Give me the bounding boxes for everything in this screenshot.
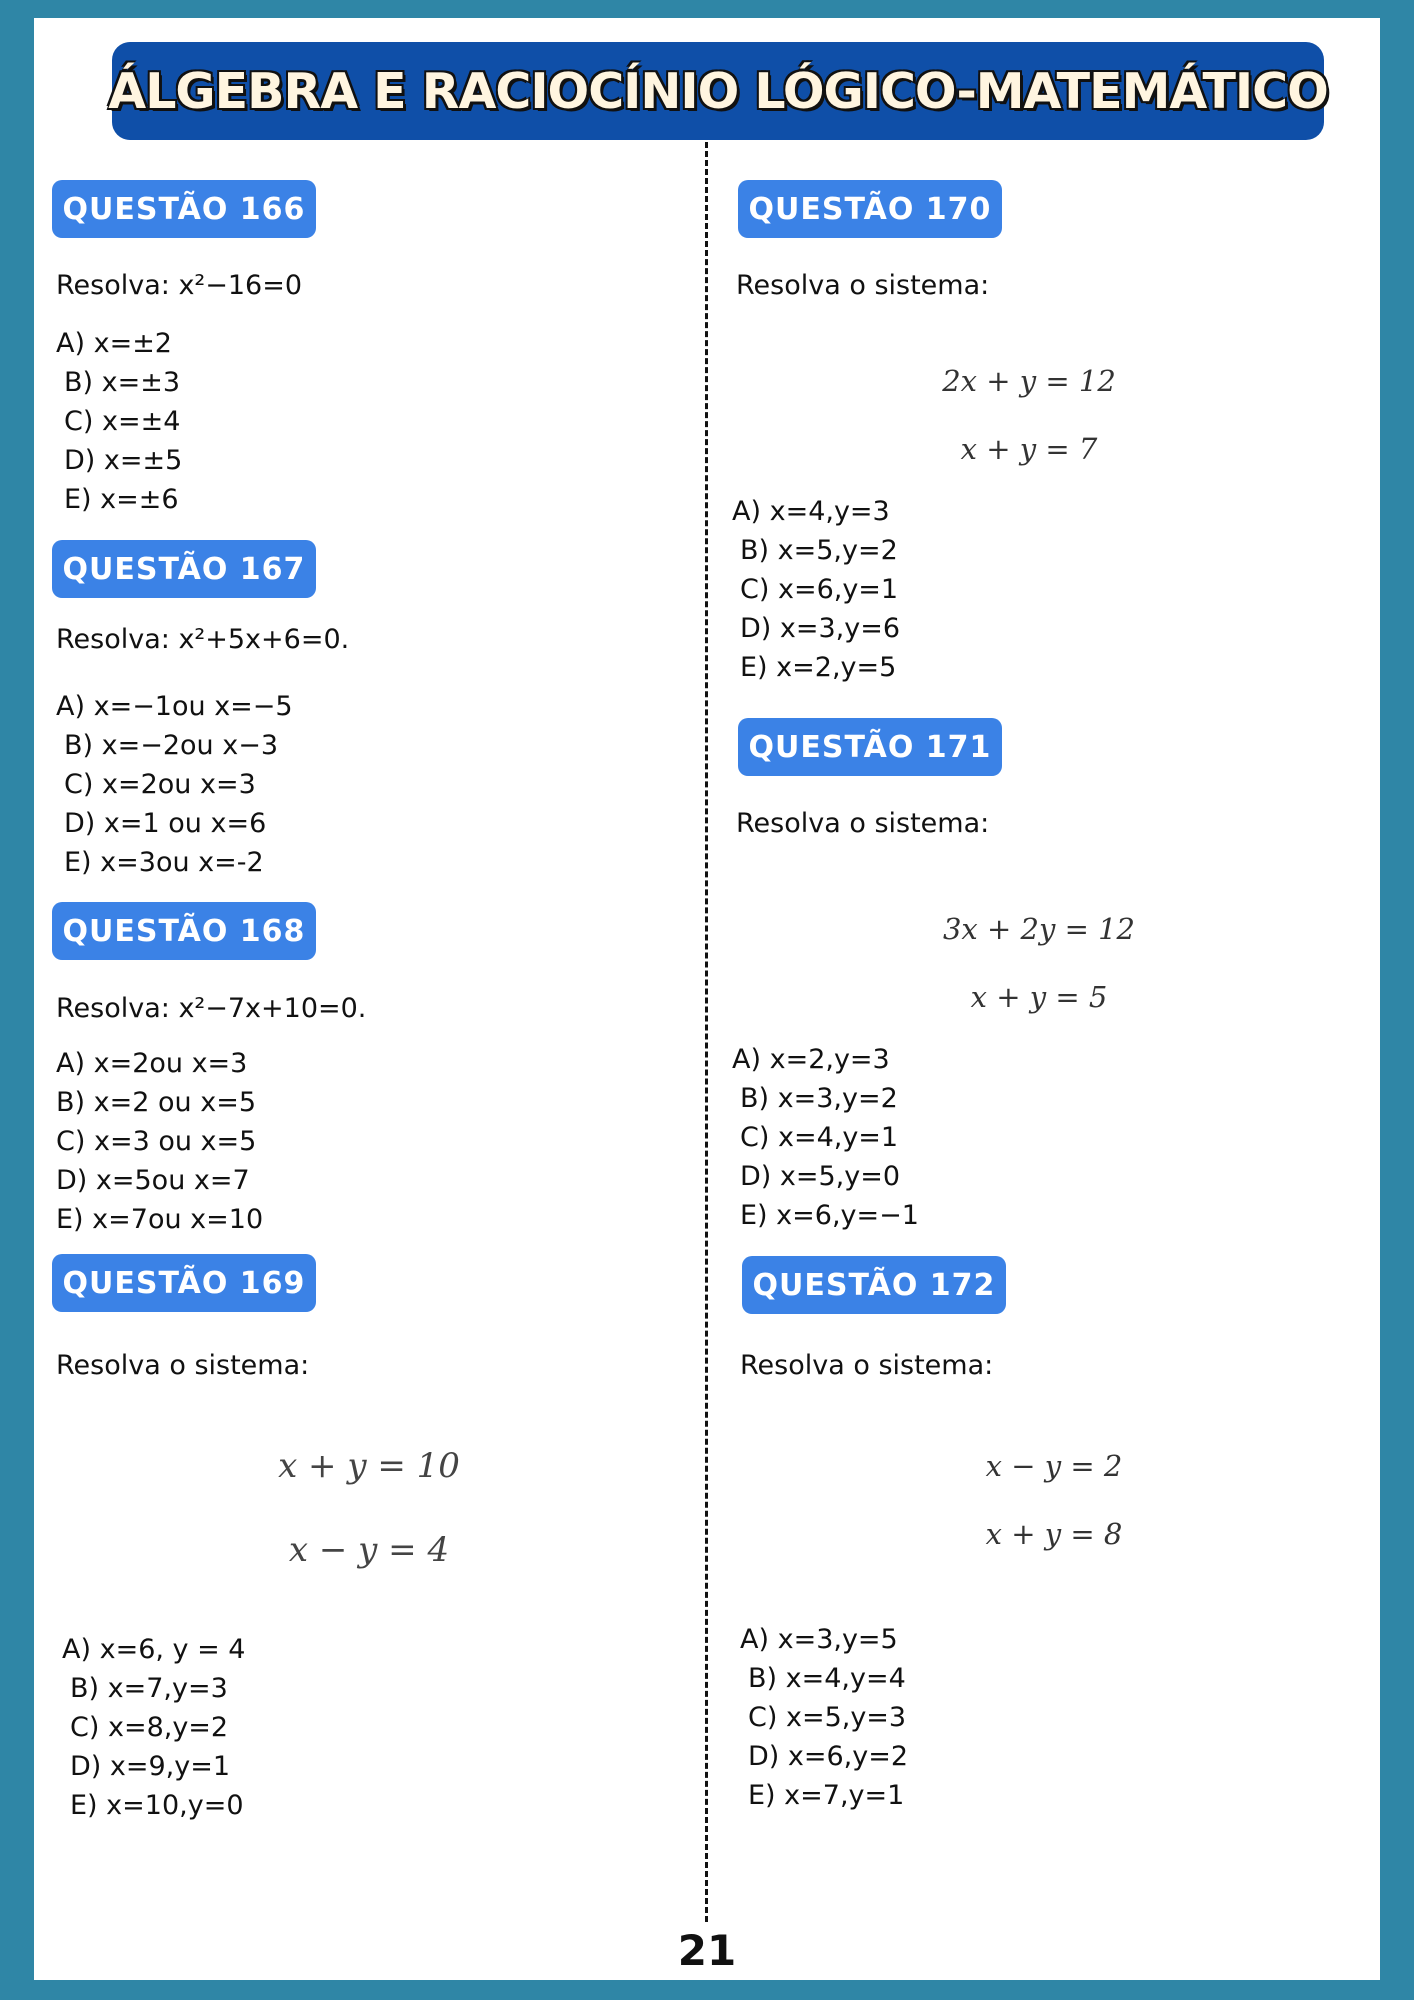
question-statement: Resolva: x²+5x+6=0. [56,624,350,655]
column-divider [705,142,708,1922]
option-d[interactable]: D) x=5ou x=7 [56,1165,250,1196]
options-list [732,492,900,687]
equation-1: 3x + 2y = 12 [942,912,1135,946]
equation-2: x + y = 8 [985,1517,1123,1551]
option-b[interactable]: B) x=3,y=2 [740,1083,898,1114]
option-c[interactable]: C) x=±4 [64,406,181,437]
question-header-169 [52,1254,316,1312]
option-c[interactable]: C) x=6,y=1 [740,574,899,605]
option-e[interactable]: E) x=±6 [64,484,179,515]
question-label: QUESTÃO 170 [748,191,992,227]
option-e[interactable]: E) x=7,y=1 [748,1780,905,1811]
question-label: QUESTÃO 171 [748,729,992,765]
title-banner [108,42,1328,140]
option-a[interactable]: A) x=3,y=5 [740,1624,898,1655]
option-a[interactable]: A) x=2,y=3 [732,1044,890,1075]
option-a[interactable]: A) x=4,y=3 [732,496,890,527]
option-e[interactable]: E) x=10,y=0 [70,1790,244,1821]
option-a[interactable]: A) x=±2 [56,328,172,359]
question-label: QUESTÃO 168 [62,913,306,949]
option-d[interactable]: D) x=3,y=6 [740,613,901,644]
question-label: QUESTÃO 167 [62,551,306,587]
question-header-170 [738,180,1002,238]
option-c[interactable]: C) x=2ou x=3 [64,769,256,800]
option-d[interactable]: D) x=5,y=0 [740,1161,901,1192]
equation-system [919,895,1159,1031]
equation-2: x + y = 5 [970,980,1108,1014]
equation-system [204,1424,534,1592]
option-b[interactable]: B) x=−2ou x−3 [64,730,279,761]
options-list [62,1630,245,1825]
options-list [740,1620,908,1815]
option-d[interactable]: D) x=1 ou x=6 [64,808,267,839]
question-statement: Resolva o sistema: [56,1350,310,1381]
question-header-167 [52,540,316,598]
question-statement: Resolva o sistema: [736,270,990,301]
option-c[interactable]: C) x=3 ou x=5 [56,1126,257,1157]
page-title: ÁLGEBRA E RACIOCÍNIO LÓGICO-MATEMÁTICO [108,62,1328,120]
worksheet-page [34,18,1380,1980]
option-e[interactable]: E) x=2,y=5 [740,652,897,683]
option-c[interactable]: C) x=5,y=3 [748,1702,907,1733]
option-e[interactable]: E) x=6,y=−1 [740,1200,919,1231]
question-statement: Resolva o sistema: [740,1350,994,1381]
equation-2: x + y = 7 [960,432,1098,466]
question-label: QUESTÃO 166 [62,191,306,227]
options-list [56,1044,263,1239]
question-header-171 [738,718,1002,776]
options-list [56,687,293,882]
question-statement: Resolva: x²−16=0 [56,270,303,301]
option-a[interactable]: A) x=2ou x=3 [56,1048,248,1079]
equation-1: x − y = 2 [985,1449,1123,1483]
equation-system [909,347,1149,483]
option-d[interactable]: D) x=9,y=1 [70,1751,231,1782]
option-a[interactable]: A) x=−1ou x=−5 [56,691,293,722]
question-statement: Resolva: x²−7x+10=0. [56,993,367,1024]
option-d[interactable]: D) x=±5 [64,445,183,476]
option-b[interactable]: B) x=7,y=3 [70,1673,228,1704]
equation-system [944,1432,1164,1568]
equation-1: 2x + y = 12 [942,364,1116,398]
option-e[interactable]: E) x=7ou x=10 [56,1204,264,1235]
question-header-166 [52,180,316,238]
option-c[interactable]: C) x=4,y=1 [740,1122,899,1153]
option-b[interactable]: B) x=2 ou x=5 [56,1087,256,1118]
page-number: 21 [677,1926,737,1975]
options-list [56,324,182,519]
question-header-172 [742,1256,1006,1314]
options-list [732,1040,919,1235]
question-label: QUESTÃO 172 [752,1267,996,1303]
question-statement: Resolva o sistema: [736,808,990,839]
option-e[interactable]: E) x=3ou x=-2 [64,847,264,878]
question-header-168 [52,902,316,960]
option-b[interactable]: B) x=±3 [64,367,181,398]
equation-1: x + y = 10 [278,1446,460,1486]
option-d[interactable]: D) x=6,y=2 [748,1741,909,1772]
option-b[interactable]: B) x=4,y=4 [748,1663,906,1694]
equation-2: x − y = 4 [288,1530,450,1570]
option-c[interactable]: C) x=8,y=2 [70,1712,229,1743]
option-a[interactable]: A) x=6, y = 4 [62,1634,246,1665]
option-b[interactable]: B) x=5,y=2 [740,535,898,566]
question-label: QUESTÃO 169 [62,1265,306,1301]
